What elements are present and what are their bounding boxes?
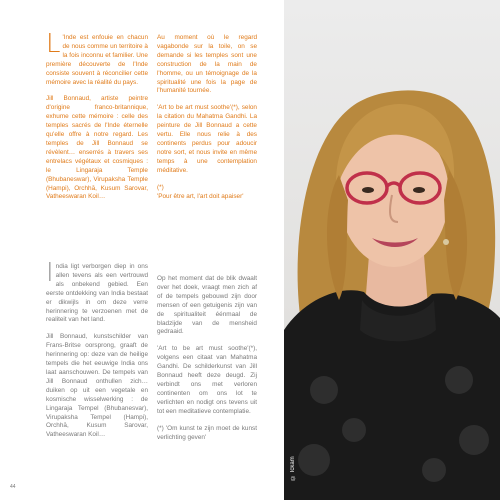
dutch-gaze-paragraph: Op het moment dat de blik dwaalt over het doek, vraagt men zich af of de tempels gebouwd zijn door mensen of een getuigenis zijn van de spiritualiteit éénmaal de bladzijde van de mensheid gedraaid. <box>157 275 257 336</box>
photo-credit: © Ickam <box>290 456 296 480</box>
page-number: 44 <box>10 484 16 490</box>
french-column-1 <box>46 29 148 210</box>
french-artist-paragraph: Jill Bonnaud, artiste peintre d'origine franco-britannique, exhume cette mémoire : celle des temples sacrés de l'Inde éternelle qu'elle offre à notre regard. Les temples de Jill Bonnaud se révèlent… enserrés à travers ses entrelacs végétaux et cosmiques : le Lingaraja Temple (Bhubaneswar), Virupaksha Temple (Hampi), Orchhā, Kusum Sarovar, Vatheeswaran Koil… <box>46 95 148 201</box>
french-gaze-paragraph: Au moment où le regard vagabonde sur la toile, on se demande si les temples sont une construction de la main de l'homme, ou un témoignage de la spiritualité une fois la page de l'humanité tournée. <box>157 34 257 95</box>
french-intro-paragraph <box>46 29 148 87</box>
dutch-artist-paragraph: Jill Bonnaud, kunstschilder van Frans-Britse oorsprong, graaft de herinnering op: deze van de heilige tempels die het eeuwige India ons laat aanschouwen. De tempels van Jill Bonnaud onthullen zich… duiken op uit een vegetale en kosmische wisselwerking : de Lingaraja Tempel (Bhubanesvar), Virupaksha Tempel (Hampi), Orchhā, Kusum Sarovar, Vatheeswaran Koil… <box>46 333 148 439</box>
artist-portrait-photo <box>284 0 500 500</box>
drop-cap: L <box>46 29 61 59</box>
portrait-illustration <box>284 0 500 500</box>
paragraph-text: ndia ligt verborgen diep in ons allen tevens als een vertrouwd als onbekend gebied. Een eerste ontdekking van India bestaat er dikwijls in om deze verre herinnering te verzoenen met de realiteit van het land. <box>46 263 148 324</box>
dutch-column-1 <box>46 258 148 448</box>
dutch-gandhi-paragraph: 'Art to be art must soothe'(*), volgens een citaat van Mahatma Gandhi. De schilderkunst van Jill Bonnaud heeft deze deugd. Zij verbindt ons met verloren continenten om ons lot te verlichten en nodigt ons tevens uit tot een meditatieve contemplatie. <box>157 345 257 415</box>
paragraph-text: 'Inde est enfouie en chacun de nous comme un territoire à la fois inconnu et familier. Une première découverte de l'Inde consiste souvent à réconcilier cette mémoire avec la réalité du pays. <box>46 34 148 86</box>
french-gandhi-paragraph: 'Art to be art must soothe'(*), selon la citation du Mahatma Gandhi. La peinture de Jill Bonnaud a cette vertu. Elle nous relie à des continents perdus pour adoucir notre sort, et nous invite en même temps à une contemplation méditative. <box>157 104 257 174</box>
french-footnote: (*) 'Pour être art, l'art doit apaiser' <box>157 183 244 200</box>
dutch-column-2 <box>157 275 257 450</box>
drop-cap: I <box>46 258 54 288</box>
dutch-intro-paragraph <box>46 258 148 325</box>
dutch-footnote: (*) 'Om kunst te zijn moet de kunst verlichting geven' <box>157 424 257 441</box>
french-column-2 <box>157 34 257 209</box>
